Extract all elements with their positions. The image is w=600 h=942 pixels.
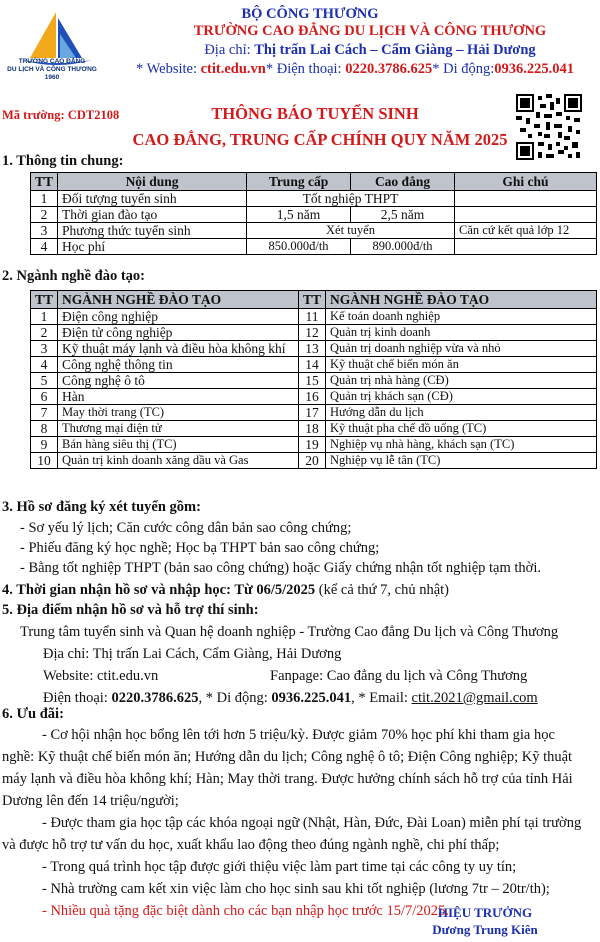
location-fanpage[interactable]: Fanpage: Cao đẳng du lịch và Công Thương (270, 668, 528, 684)
major-number: 12 (299, 325, 326, 341)
col-content: Nội dung (58, 173, 247, 191)
table-row (31, 309, 597, 325)
benefits-list: - Cơ hội nhận học bổng lên tới hơn 5 triệu/kỳ. Được giảm 70% học phí khi tham gia học nghề: Kỹ thuật chế biến món ăn; Hướng dẫn du lịch; Công nghệ ô tô; Điện Công nghiệp; Kỹ thuật máy lạnh và điều hòa không khí; Hàn; May thời trang. Được hưởng chính sách hỗ trợ của tỉnh Hải Dương lên đến 14 triệu/người; - Được tham gia học tập các khóa ngoại ngữ (Nhật, Hàn, Đức, Đài Loan) miễn phí tại trường và được hỗ trợ tư vấn du học, xuất khẩu lao động theo đúng ngành nghề, chi phí thấp; - Trong quá trình học tập được giới thiệu việc làm part time tại các công ty uy tín; - Nhà trường cam kết xin việc làm cho học sinh sau khi tốt nghiệp (lương 7tr – 20tr/th); - Nhiều quà tặng đặc biệt dành cho các bạn nhập học trước 15/7/2025. (2, 727, 582, 919)
school-address: Địa chỉ: Thị trấn Lai Cách – Cẩm Giàng – Hải Dương (204, 42, 536, 58)
qr-code[interactable] (516, 94, 582, 160)
section-documents-heading: 3. Hồ sơ đăng ký xét tuyển gồm: (2, 499, 201, 515)
major-name: Nghiệp vụ nhà hàng, khách sạn (TC) (326, 437, 597, 453)
signature-name: Dương Trung Kiên (432, 922, 538, 937)
school-name: TRƯỜNG CAO ĐẲNG DU LỊCH VÀ CÔNG THƯƠNG (193, 23, 547, 39)
major-name: Bán hàng siêu thị (TC) (58, 437, 299, 453)
location-address: Địa chỉ: Thị trấn Lai Cách, Cẩm Giàng, Hải Dương (43, 646, 342, 662)
location-website[interactable]: Website: ctit.edu.vn (43, 668, 159, 684)
major-number: 18 (299, 421, 326, 437)
major-name: Nghiệp vụ lễ tân (TC) (326, 453, 597, 469)
major-number: 15 (299, 373, 326, 389)
major-name: Hướng dẫn du lịch (326, 405, 597, 421)
general-info-table (30, 172, 597, 255)
major-number: 8 (31, 421, 58, 437)
table-row (31, 357, 597, 373)
major-number: 11 (299, 309, 326, 325)
table-row (31, 453, 597, 469)
school-code: Mã trường: CDT2108 (2, 108, 120, 122)
major-number: 13 (299, 341, 326, 357)
major-number: 16 (299, 389, 326, 405)
major-number: 1 (31, 309, 58, 325)
major-name: Điện tử công nghiệp (58, 325, 299, 341)
notice-title: THÔNG BÁO TUYỂN SINH (211, 104, 419, 123)
major-name: Công nghệ thông tin (58, 357, 299, 373)
major-name: Kỹ thuật pha chế đồ uống (TC) (326, 421, 597, 437)
table-row (31, 421, 597, 437)
major-name: Công nghệ ô tô (58, 373, 299, 389)
major-number: 6 (31, 389, 58, 405)
table-row: 1 Đối tượng tuyển sinh Tốt nghiệp THPT (31, 191, 597, 207)
major-name: Hàn (58, 389, 299, 405)
major-number: 2 (31, 325, 58, 341)
location-center: Trung tâm tuyển sinh và Quan hệ doanh nghiệp - Trường Cao đẳng Du lịch và Công Thương (20, 624, 559, 640)
major-number: 7 (31, 405, 58, 421)
major-name: Quản trị kinh doanh (326, 325, 597, 341)
major-name: May thời trang (TC) (58, 405, 299, 421)
ministry-name: BỘ CÔNG THƯƠNG (241, 6, 379, 22)
section-location-heading: 5. Địa điểm nhận hồ sơ và hỗ trợ thí sinh: (2, 602, 259, 618)
table-row (31, 373, 597, 389)
major-number: 9 (31, 437, 58, 453)
table-row (31, 389, 597, 405)
table-row: 3 Phương thức tuyển sinh Xét tuyển Căn cứ kết quả lớp 12 (31, 223, 597, 239)
logo-caption: TRƯỜNG CAO ĐẲNG DU LỊCH VÀ CÔNG THƯƠNG 1960 (7, 58, 97, 81)
header (0, 0, 600, 92)
school-contact: * Website: ctit.edu.vn* Điện thoại: 0220.3786.625* Di động:0936.225.041 (136, 61, 574, 77)
major-number: 20 (299, 453, 326, 469)
major-name: Quản trị kinh doanh xăng dầu và Gas (58, 453, 299, 469)
table-row (31, 405, 597, 421)
major-name: Kỹ thuật chế biến món ăn (326, 357, 597, 373)
signature-title: HIỆU TRƯỞNG (437, 905, 533, 920)
col-cd: Cao đẳng (351, 173, 455, 191)
majors-table (30, 290, 597, 469)
table-row: 4 Học phí 850.000đ/th 890.000đ/th (31, 239, 597, 255)
email-link[interactable]: ctit.2021@gmail.com (411, 690, 538, 706)
table-row (31, 437, 597, 453)
section-benefits-heading: 6. Ưu đãi: (2, 706, 64, 722)
table-row (31, 325, 597, 341)
major-name: Quản trị nhà hàng (CĐ) (326, 373, 597, 389)
section-majors-heading: 2. Ngành nghề đào tạo: (2, 268, 146, 284)
col-tc: Trung cấp (247, 173, 351, 191)
major-name: Kỹ thuật máy lạnh và điều hòa không khí (58, 341, 299, 357)
col-tt: TT (31, 173, 58, 191)
table-row: 2 Thời gian đào tạo 1,5 năm 2,5 năm (31, 207, 597, 223)
major-number: 14 (299, 357, 326, 373)
location-contact: Điện thoại: 0220.3786.625, * Di động: 0936.225.041, * Email: ctit.2021@gmail.com (43, 690, 538, 706)
major-name: Điện công nghiệp (58, 309, 299, 325)
notice-subtitle: CAO ĐẲNG, TRUNG CẤP CHÍNH QUY NĂM 2025 (132, 130, 508, 149)
major-name: Quản trị doanh nghiệp vừa và nhỏ (326, 341, 597, 357)
major-number: 3 (31, 341, 58, 357)
col-note: Ghi chú (455, 173, 597, 191)
section-time: 4. Thời gian nhận hồ sơ và nhập học: Từ 06/5/2025 (kể cả thứ 7, chủ nhật) (2, 582, 450, 598)
major-number: 5 (31, 373, 58, 389)
website-link[interactable]: ctit.edu.vn (200, 61, 266, 77)
documents-list: - Sơ yếu lý lịch; Căn cước công dân bản sao công chứng; - Phiếu đăng ký học nghề; Học bạ THPT bản sao công chứng; - Bằng tốt nghiệp THPT (bản sao công chứng) hoặc Giấy chứng nhận tốt nghiệp tạm thời. (20, 520, 541, 576)
major-number: 4 (31, 357, 58, 373)
major-name: Quản trị khách sạn (CĐ) (326, 389, 597, 405)
table-header-row: TT NGÀNH NGHỀ ĐÀO TẠO TT NGÀNH NGHỀ ĐÀO TẠO (31, 291, 597, 309)
major-number: 19 (299, 437, 326, 453)
table-row (31, 341, 597, 357)
major-name: Kế toán doanh nghiệp (326, 309, 597, 325)
major-number: 10 (31, 453, 58, 469)
major-name: Thương mại điện tử (58, 421, 299, 437)
major-number: 17 (299, 405, 326, 421)
table-header-row (31, 173, 597, 191)
section-general-info-heading: 1. Thông tin chung: (2, 153, 124, 169)
